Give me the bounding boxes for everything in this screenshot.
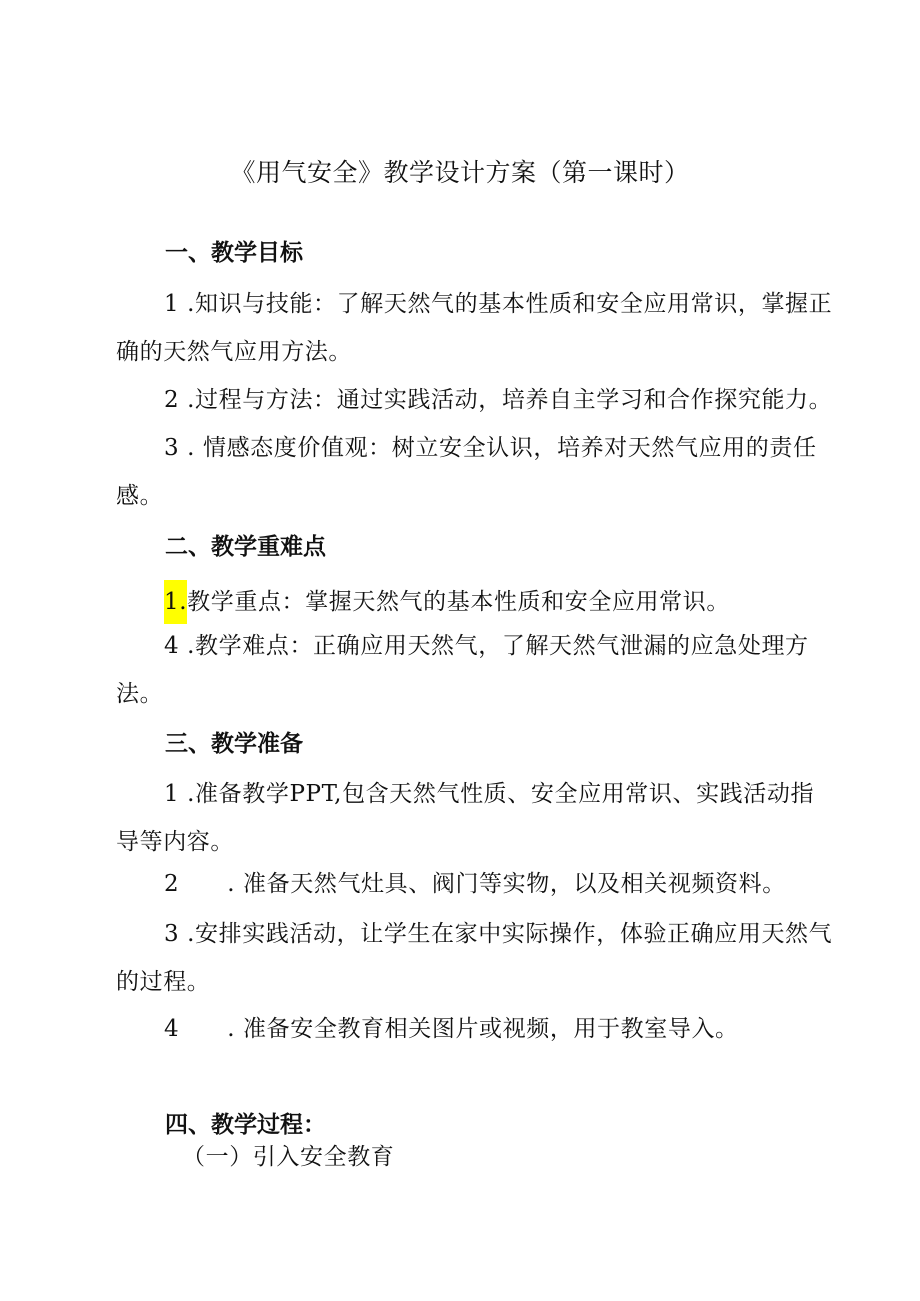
key-point-item-1 xyxy=(116,580,836,624)
objective-item-2: 2 .过程与方法：通过实践活动，培养自主学习和合作探究能力。 xyxy=(164,387,833,413)
section-heading-process: 四、教学过程： xyxy=(165,1112,326,1138)
section-heading-key-points: 二、教学重难点 xyxy=(165,534,326,560)
preparation-item-2-text: . 准备天然气灶具、阀门等实物，以及相关视频资料。 xyxy=(227,871,786,897)
highlighted-number: 1. xyxy=(164,580,187,624)
key-point-text: 教学重点：掌握天然气的基本性质和安全应用常识。 xyxy=(187,589,730,615)
preparation-item-2 xyxy=(116,867,836,901)
preparation-item-1: 1 .准备教学PPT,包含天然气性质、安全应用常识、实践活动指导等内容。 xyxy=(116,781,815,855)
preparation-item-4 xyxy=(116,1012,836,1046)
preparation-item-3: 3 .安排实践活动，让学生在家中实际操作，体验正确应用天然气的过程。 xyxy=(116,921,833,995)
preparation-item-2-number: 2 xyxy=(164,871,180,897)
process-subheading: （一）引入安全教育 xyxy=(182,1144,395,1170)
objective-item-3: 3 . 情感态度价值观：树立安全认识，培养对天然气应用的责任感。 xyxy=(116,435,817,509)
document-title: 《用气安全》教学设计方案（第一课时） xyxy=(230,158,690,187)
preparation-item-4-text: . 准备安全教育相关图片或视频，用于教室导入。 xyxy=(227,1016,739,1042)
key-point-item-2: 4 .教学难点：正确应用天然气，了解天然气泄漏的应急处理方法。 xyxy=(116,633,809,707)
objective-item-1: 1 .知识与技能：了解天然气的基本性质和安全应用常识，掌握正确的天然气应用方法。 xyxy=(116,291,833,365)
section-heading-objectives: 一、教学目标 xyxy=(165,240,303,266)
section-heading-preparation: 三、教学准备 xyxy=(165,731,303,757)
preparation-item-4-number: 4 xyxy=(164,1016,180,1042)
